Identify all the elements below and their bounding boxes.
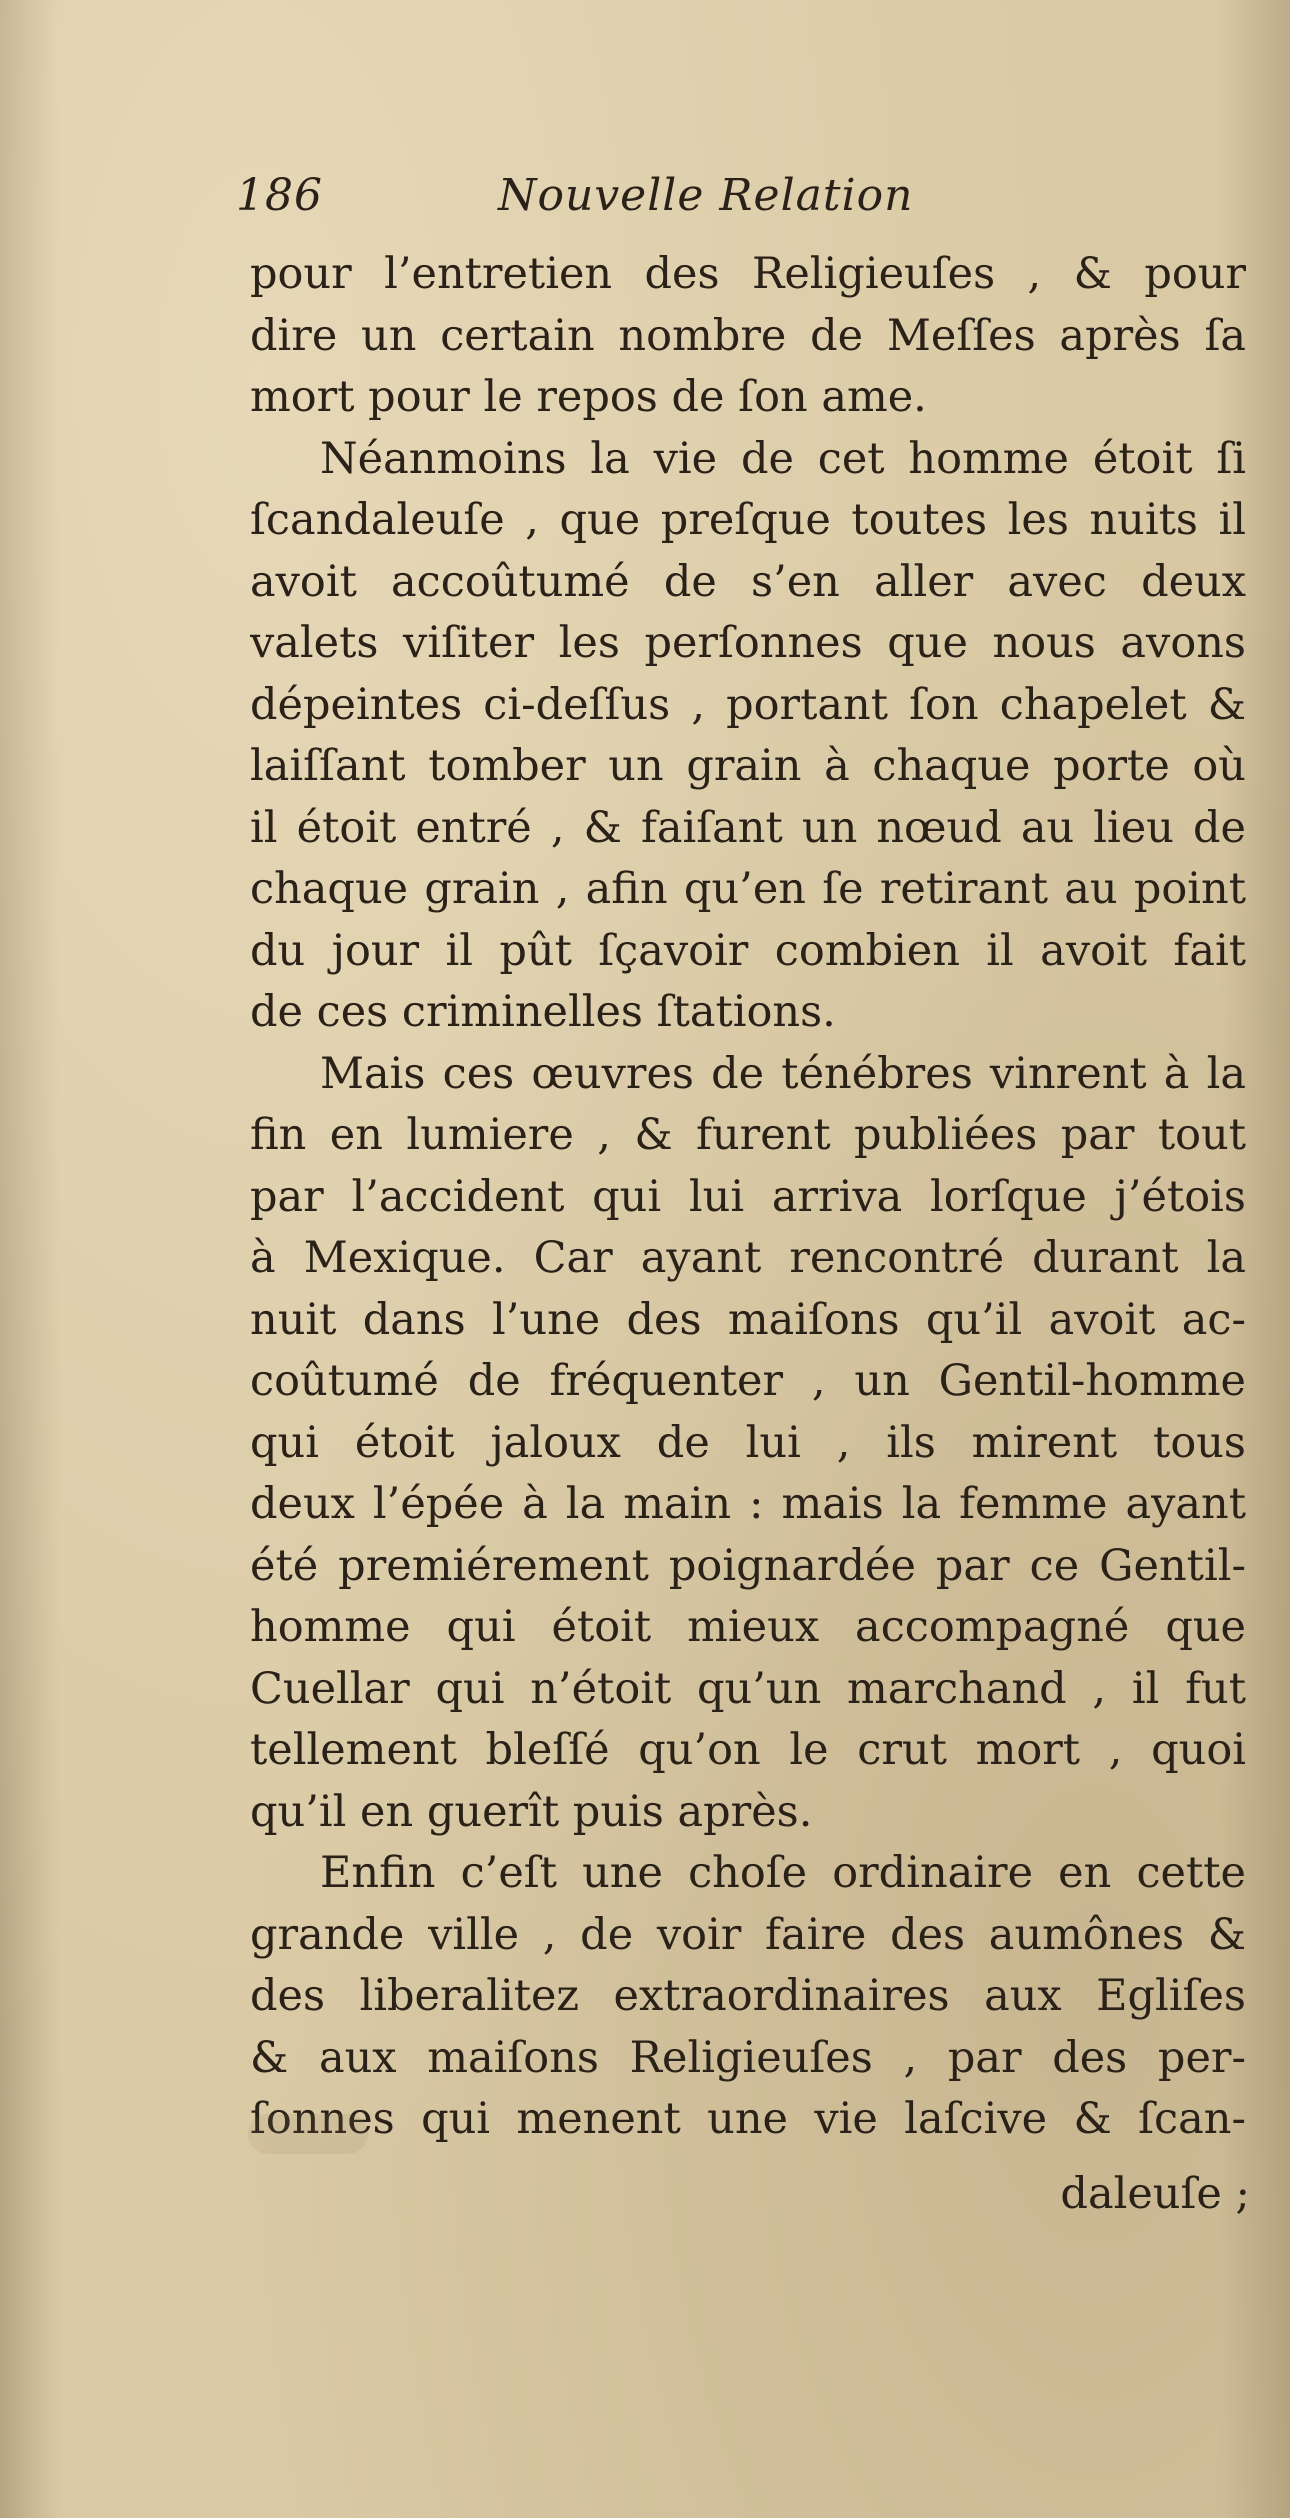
text-line: homme qui étoit mieux accompagné que <box>250 1602 1246 1652</box>
text-line: été premiérement poignardée par ce Gentil- <box>250 1540 1246 1591</box>
text-line: à Mexique. Car ayant rencontré durant la <box>250 1233 1246 1283</box>
text-line: des liberalitez extraordinaires aux Egliſes <box>250 1971 1246 2021</box>
text-line: valets viſiter les perſonnes que nous avons <box>250 618 1246 668</box>
text-line: coûtumé de fréquenter , un Gentil-homme <box>250 1356 1246 1406</box>
text-line: dire un certain nombre de Meſſes après ſa <box>250 310 1246 361</box>
text-line: ſcandaleuſe , que preſque toutes les nuits il <box>250 495 1246 545</box>
text-line: & aux maiſons Religieuſes , par des per- <box>250 2032 1246 2083</box>
text-line: du jour il pût ſçavoir combien il avoit fait <box>250 925 1246 976</box>
text-line: qu’il en guerît puis après. <box>250 1786 813 1837</box>
page-header <box>236 170 1246 230</box>
text-line: nuit dans l’une des maiſons qu’il avoit ac- <box>250 1294 1246 1345</box>
text-line: qui étoit jaloux de lui , ils mirent tous <box>250 1417 1246 1468</box>
text-line: laiſſant tomber un grain à chaque porte où <box>250 741 1246 791</box>
page-number: 186 <box>236 170 323 221</box>
text-line: de ces criminelles ſtations. <box>250 987 836 1037</box>
text-line: deux l’épée à la main : mais la femme ayant <box>250 1479 1246 1529</box>
text-line: tellement bleſſé qu’on le crut mort , quoi <box>250 1725 1246 1775</box>
text-line: avoit accoûtumé de s’en aller avec deux <box>250 556 1246 607</box>
catchword: daleuſe ; <box>1060 2169 1250 2219</box>
text-line: fin en lumiere , & furent publiées par tout <box>250 1110 1246 1160</box>
ink-bleed-smudge <box>248 2114 368 2154</box>
body-text <box>250 244 1246 2151</box>
text-line: il étoit entré , & faiſant un nœud au lieu de <box>250 802 1246 853</box>
running-title: Nouvelle Relation <box>498 170 914 221</box>
text-line: Cuellar qui n’étoit qu’un marchand , il fut <box>250 1663 1246 1714</box>
text-line: Mais ces œuvres de ténébres vinrent à la <box>320 1048 1246 1099</box>
text-line: ſonnes qui menent une vie laſcive & ſcan- <box>250 2094 1246 2144</box>
text-line: pour l’entretien des Religieuſes , & pour <box>250 249 1246 299</box>
text-line: mort pour le repos de ſon ame. <box>250 372 927 422</box>
text-line: chaque grain , afin qu’en ſe retirant au point <box>250 864 1246 914</box>
text-line: grande ville , de voir faire des aumônes & <box>250 1909 1246 1960</box>
text-line: Néanmoins la vie de cet homme étoit ſi <box>320 433 1246 484</box>
text-line: Enfin c’eſt une choſe ordinaire en cette <box>320 1848 1246 1898</box>
text-line: dépeintes ci-deſſus , portant ſon chapelet & <box>250 679 1246 730</box>
text-line: par l’accident qui lui arriva lorſque j’étois <box>250 1171 1246 1222</box>
